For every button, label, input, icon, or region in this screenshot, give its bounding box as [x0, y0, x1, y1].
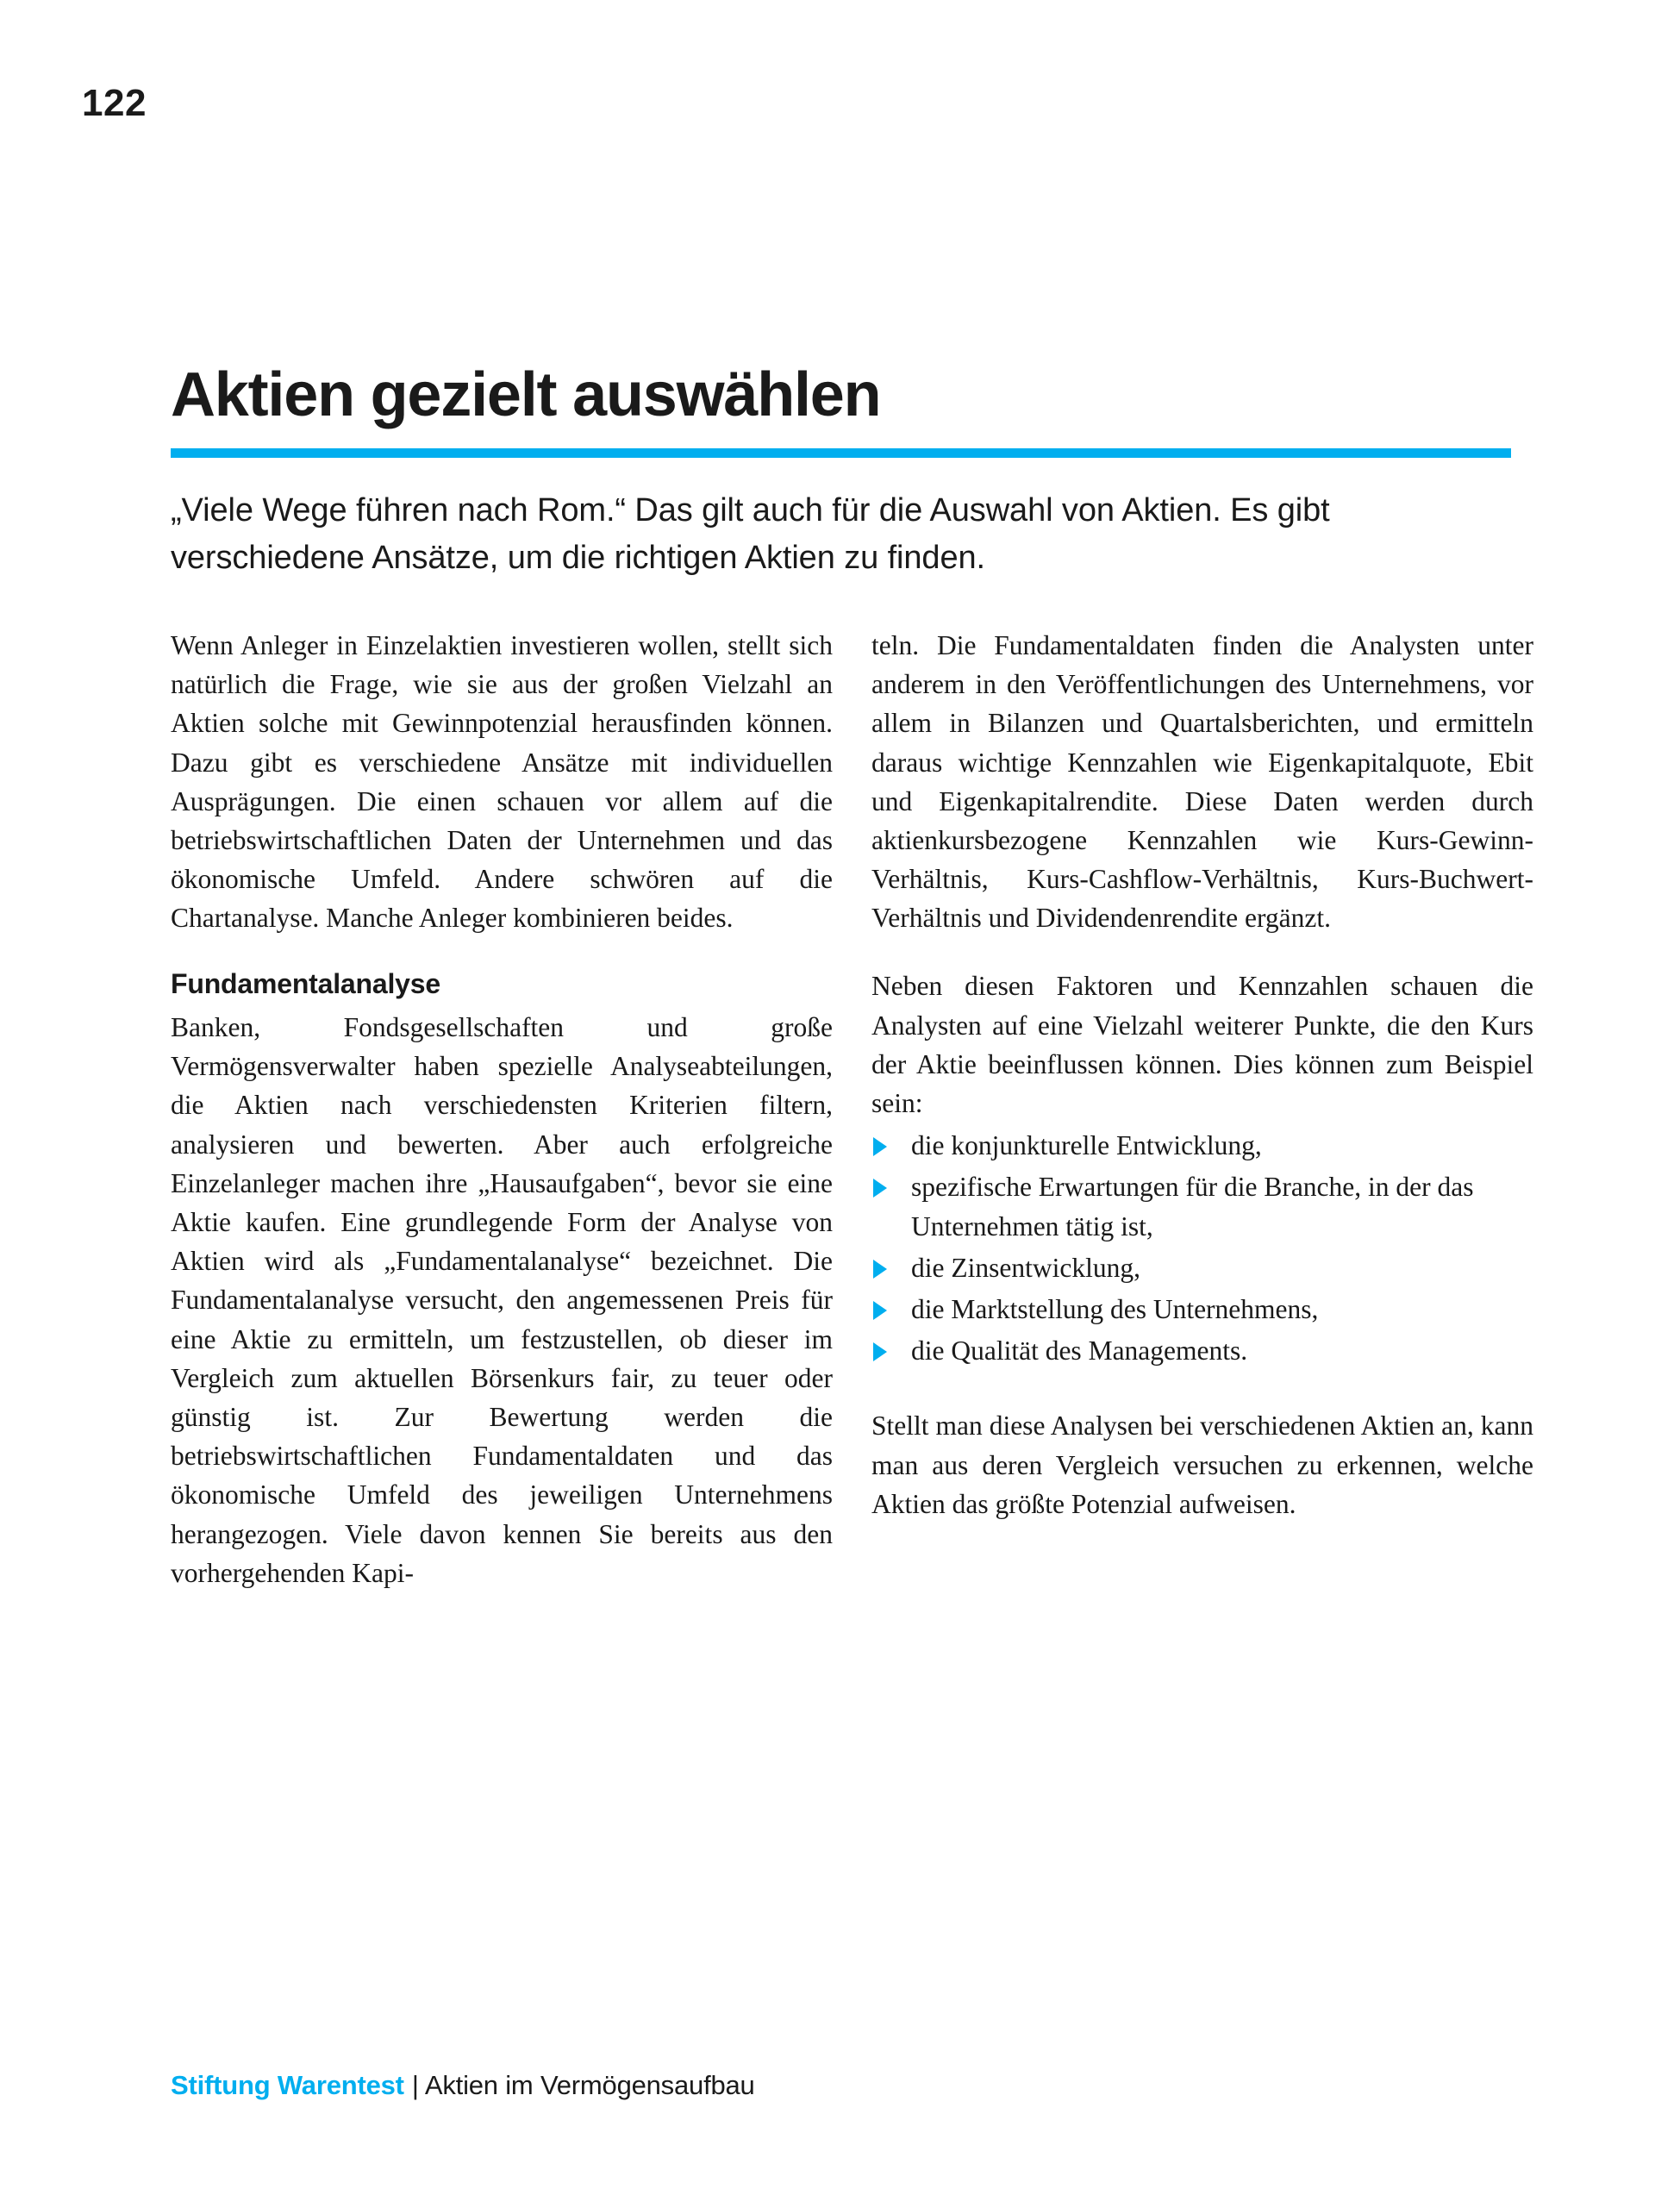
right-paragraph-2: Neben diesen Faktoren und Kennzahlen schauen die Analysten auf eine Vielzahl weiterer Punkte, die den Kurs der Aktie beeinflussen können. Dies können zum Beispiel sein: [871, 971, 1533, 1119]
list-item-label: spezifische Erwartungen für die Branche, in der das Unternehmen tätig ist, [911, 1172, 1474, 1241]
body-columns [171, 626, 1533, 1592]
list-item [871, 1167, 1533, 1245]
section-subheading: Fundamentalanalyse [171, 968, 440, 1000]
list-item-label: die Zinsentwicklung, [911, 1252, 1140, 1283]
title-accent-rule [171, 448, 1511, 458]
list-item [871, 1248, 1533, 1287]
footer-separator: | [411, 2070, 419, 2100]
article-lede: „Viele Wege führen nach Rom.“ Das gilt auch für die Auswahl von Aktien. Es gibt verschiedene Ansätze, um die richtigen Aktien zu finden. [171, 492, 1330, 576]
factors-bullet-list [871, 1126, 1533, 1370]
list-item-label: die Marktstellung des Unternehmens, [911, 1293, 1319, 1324]
right-paragraph-1: teln. Die Fundamentaldaten finden die Analysten unter anderem in den Veröffentlichungen des Unternehmens, vor allem in Bilanzen und Quartalsberichten, und ermitteln daraus wichtige Kennzahlen wie Eigenkapitalquote, Ebit und Eigenkapitalrendite. Diese Daten werden durch aktienkursbezogene Kennzahlen wie Kurs-Gewinn-Verhältnis, Kurs-Cashflow-Verhältnis, Kurs-Buchwert-Verhältnis und Dividendenrendite ergänzt. [871, 629, 1533, 934]
page-number: 122 [82, 82, 147, 124]
triangle-bullet-icon [873, 1301, 887, 1320]
footer-brand: Stiftung Warentest [171, 2070, 404, 2100]
right-paragraph-3: Stellt man diese Analysen bei verschiedenen Aktien an, kann man aus deren Vergleich versuchen zu erkennen, welche Aktien das größte Potenzial aufweisen. [871, 1410, 1533, 1519]
list-item [871, 1331, 1533, 1370]
page-title: Aktien gezielt auswählen [171, 360, 881, 429]
list-item [871, 1290, 1533, 1329]
article-content [171, 360, 1533, 1592]
triangle-bullet-icon [873, 1260, 887, 1279]
left-column [171, 626, 833, 1592]
footer-subtitle: Aktien im Vermögensaufbau [424, 2070, 755, 2100]
page-footer [171, 2069, 755, 2101]
right-column [871, 626, 1533, 1523]
triangle-bullet-icon [873, 1342, 887, 1361]
list-item-label: die konjunkturelle Entwicklung, [911, 1130, 1262, 1161]
triangle-bullet-icon [873, 1179, 887, 1198]
left-paragraph-2: Banken, Fondsgesellschaften und große Vermögensverwalter haben spezielle Analyseabteilungen, die Aktien nach verschiedensten Kriterien filtern, analysieren und bewerten. Aber auch erfolgreiche Einzelanleger machen ihre „Hausaufgaben“, bevor sie eine Aktie kaufen. Eine grundlegende Form der Analyse von Aktien wird als „Fundamentalanalyse“ bezeichnet. Die Fundamentalanalyse versucht, den angemessenen Preis für eine Aktie zu ermitteln, um festzustellen, ob dieser im Vergleich zum aktuellen Börsenkurs fair, zu teuer oder günstig ist. Zur Bewertung werden die betriebswirtschaftlichen Fundamentaldaten und das ökonomische Umfeld des jeweiligen Unternehmens herangezogen. Viele davon kennen Sie bereits aus den vorhergehenden Kapi- [171, 1012, 833, 1588]
left-paragraph-1: Wenn Anleger in Einzelaktien investieren wollen, stellt sich natürlich die Frage, wie sie aus der großen Vielzahl an Aktien solche mit Gewinnpotenzial herausfinden können. Dazu gibt es verschiedene Ansätze mit individuellen Ausprägungen. Die einen schauen vor allem auf die betriebswirtschaftlichen Daten der Unternehmen und das ökonomische Umfeld. Andere schwören auf die Chartanalyse. Manche Anleger kombinieren beides. [171, 629, 833, 934]
list-item [871, 1126, 1533, 1165]
list-item-label: die Qualität des Managements. [911, 1335, 1248, 1367]
triangle-bullet-icon [873, 1137, 887, 1156]
